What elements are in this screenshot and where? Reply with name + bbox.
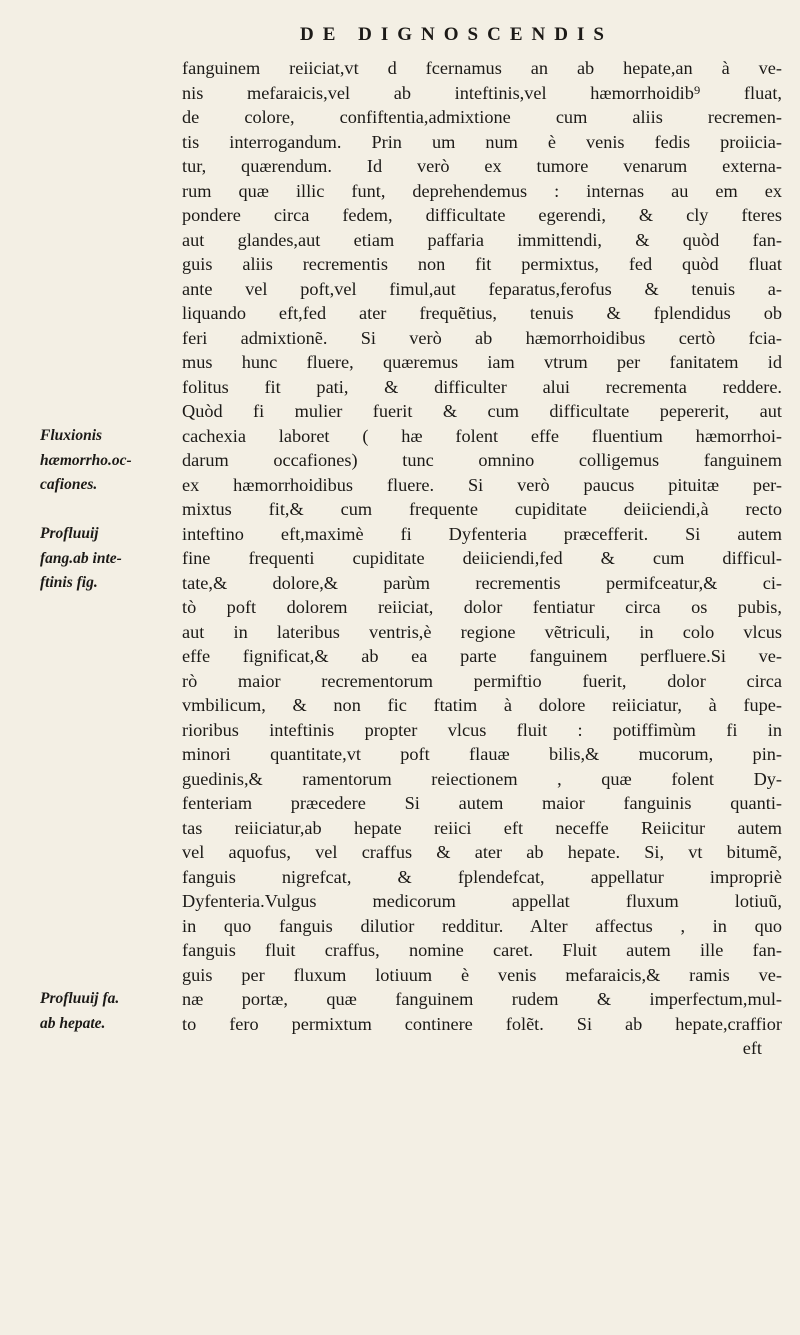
text-line: nis mefaraicis,vel ab inteftinis,vel hæmorrhoidib⁹ fluat, <box>182 82 782 103</box>
text-line: næ portæ, quæ fanguinem rudem & imperfectum,mul- <box>182 989 782 1009</box>
marginal-note-line: Profluuij fa. <box>40 990 120 1007</box>
text-line: vmbilicum, & non fic ftatim à dolore reiiciatur, à fupe- <box>182 695 782 715</box>
text-line: liquando eft,fed ater frequẽtius, tenuis & fplendidus ob <box>182 303 782 323</box>
text-line: rum quæ illic funt, deprehendemus : internas au em ex <box>182 180 782 201</box>
text-line: Dyfenteria.Vulgus medicorum appellat fluxum lotiuũ, <box>182 891 782 911</box>
text-line: fine frequenti cupiditate deiiciendi,fed & cum difficul- <box>182 548 782 568</box>
text-line: fanguis nigrefcat, & fplendefcat, appellatur impropriè <box>182 866 782 887</box>
marginal-note-line: fang.ab inte- <box>40 549 122 567</box>
text-line: tas reiiciatur,ab hepate reiici eft neceffe Reiicitur autem <box>182 817 782 838</box>
marginal-note-line: ab hepate. <box>40 1014 106 1032</box>
text-line: tis interrogandum. Prin um num è venis fedis proiicia- <box>182 131 782 152</box>
text-line: fenteriam præcedere Si autem maior fanguinis quanti- <box>182 793 782 813</box>
text-line: inteftino eft,maximè fi Dyfenteria præcefferit. Si autem <box>182 523 782 544</box>
marginal-note-profluuij-hepate <box>40 987 180 1036</box>
marginal-note-line: hæmorrho.oc- <box>40 451 132 469</box>
text-line: tate,& dolore,& parùm recrementis permifceatur,& ci- <box>182 572 782 593</box>
marginal-note-line: Profluuij <box>40 525 99 542</box>
text-line: cachexia laboret ( hæ folent effe fluentium hæmorrhoi- <box>182 425 782 446</box>
text-line: darum occafiones) tunc omnino colligemus fanguinem <box>182 450 782 470</box>
text-line: minori quantitate,vt poft flauæ bilis,& mucorum, pin- <box>182 744 782 764</box>
text-line: in quo fanguis dilutior redditur. Alter affectus , in quo <box>182 915 782 936</box>
text-line: feri admixtionẽ. Si verò ab hæmorrhoidibus certò fcia- <box>182 327 782 348</box>
text-line: ante vel poft,vel fimul,aut feparatus,ferofus & tenuis a- <box>182 278 782 299</box>
text-line: aut glandes,aut etiam paffaria immittendi, & quòd fan- <box>182 229 782 250</box>
marginal-note-profluuij-intestinis <box>40 522 180 596</box>
text-line: Quòd fi mulier fuerit & cum difficultate pepererit, aut <box>182 401 782 421</box>
marginal-note-line: cafiones. <box>40 476 98 493</box>
text-line: effe fignificat,& ab ea parte fanguinem perfluere.Si ve- <box>182 646 782 666</box>
text-line: ex hæmorrhoidibus fluere. Si verò paucus pituitæ per- <box>182 474 782 495</box>
text-line: mus hunc fluere, quæremus iam vtrum per fanitatem id <box>182 352 782 372</box>
text-line: folitus fit pati, & difficulter alui recrementa reddere. <box>182 376 782 397</box>
text-line: aut in lateribus ventris,è regione vẽtriculi, in colo vlcus <box>182 621 782 642</box>
text-line: fanguinem reiiciat,vt d fcernamus an ab hepate,an à ve- <box>182 58 782 78</box>
text-line: guis aliis recrementis non fit permixtus, fed quòd fluat <box>182 254 782 274</box>
text-line: guedinis,& ramentorum reiectionem , quæ folent Dy- <box>182 768 782 789</box>
text-line: rioribus inteftinis propter vlcus fluit : potiffimùm fi in <box>182 719 782 740</box>
catchword: eft <box>742 1038 762 1058</box>
marginal-note-line: Fluxionis <box>40 427 103 444</box>
text-line: de colore, confiftentia,admixtione cum aliis recremen- <box>182 107 782 127</box>
text-line: to fero permixtum continere folẽt. Si ab hepate,craffior <box>182 1013 782 1034</box>
text-line: tò poft dolorem reiiciat, dolor fentiatur circa os pubis, <box>182 597 782 617</box>
marginal-note-line: ftinis fig. <box>40 574 98 591</box>
text-line: guis per fluxum lotiuum è venis mefaraicis,& ramis ve- <box>182 964 782 985</box>
running-header: DE DIGNOSCENDIS <box>300 24 613 45</box>
text-line: rò maior recrementorum permiftio fuerit, dolor circa <box>182 670 782 691</box>
marginal-note-fluxionis <box>40 424 180 498</box>
text-line: tur, quærendum. Id verò ex tumore venarum externa- <box>182 156 782 176</box>
text-line: fanguis fluit craffus, nomine caret. Fluit autem ille fan- <box>182 940 782 960</box>
text-line: vel aquofus, vel craffus & ater ab hepate. Si, vt bitumẽ, <box>182 842 782 862</box>
text-line: pondere circa fedem, difficultate egerendi, & cly fteres <box>182 205 782 225</box>
text-line: mixtus fit,& cum frequente cupiditate deiiciendi,à recto <box>182 499 782 519</box>
main-text-block <box>182 56 782 1061</box>
